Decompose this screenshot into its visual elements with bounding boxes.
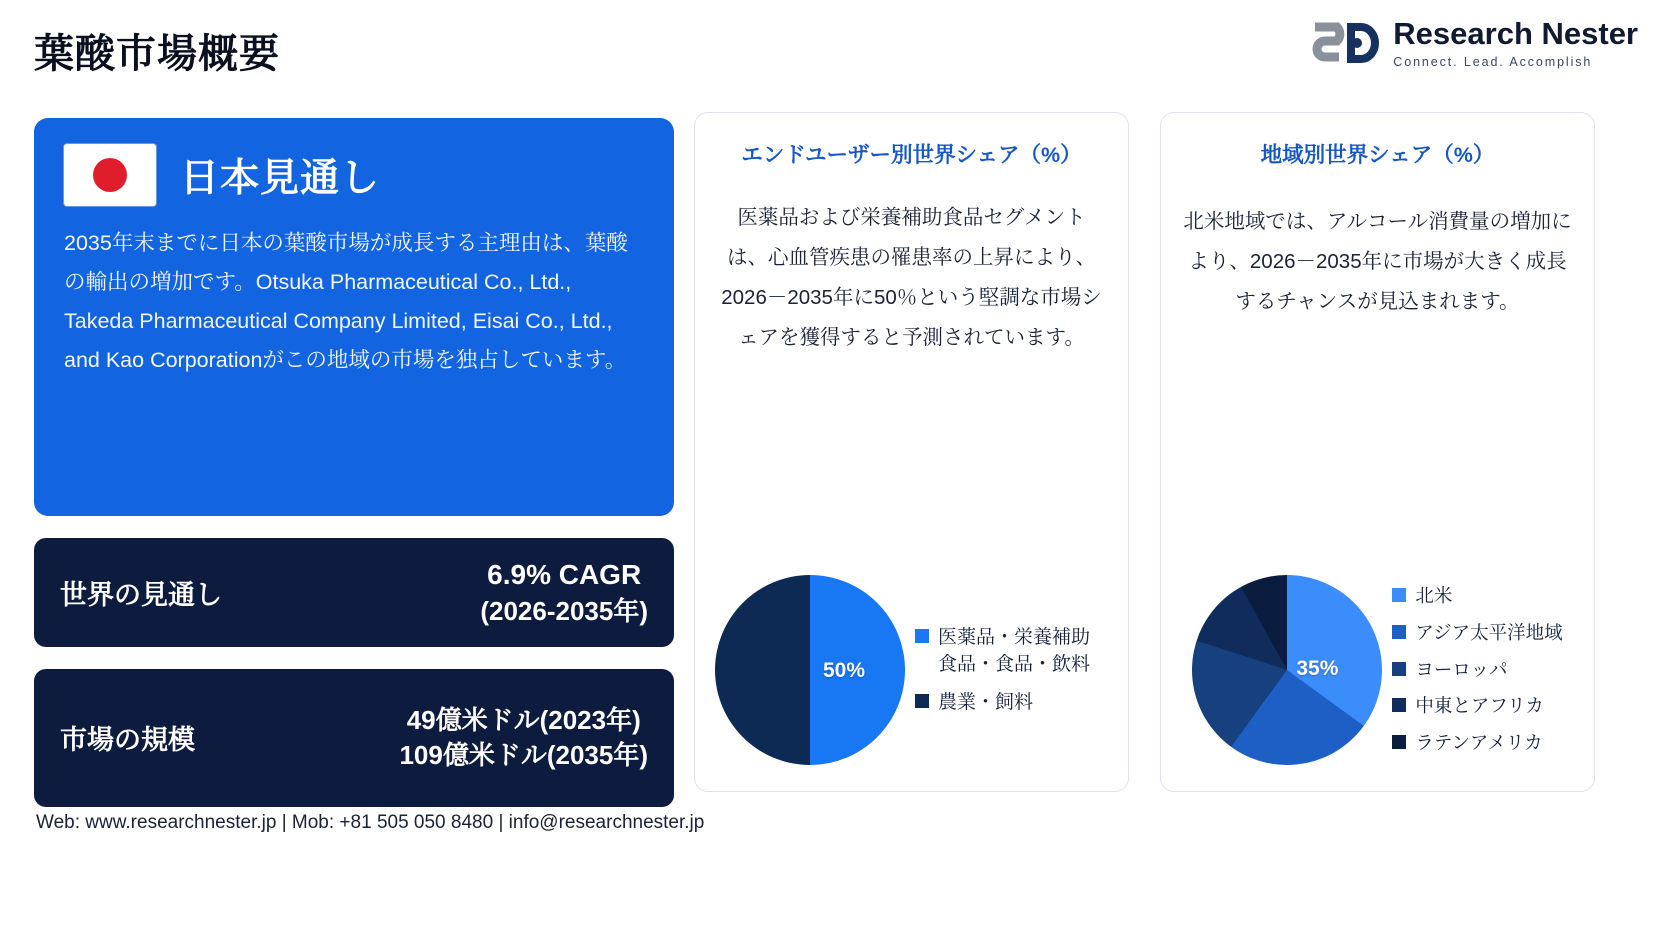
legend-item xyxy=(1392,693,1562,720)
legend-label: ラテンアメリカ xyxy=(1415,732,1543,754)
japan-outlook-card xyxy=(34,118,674,516)
legend-item xyxy=(1392,583,1562,610)
regional-share-title: 地域別世界シェア（%） xyxy=(1260,143,1495,167)
logo-tagline: Connect. Lead. Accomplish xyxy=(1393,54,1593,69)
regional-pie-label-35: 35% xyxy=(1296,657,1339,680)
legend-label: 中東とアフリカ xyxy=(1415,695,1544,717)
global-outlook-label: 世界の見通し xyxy=(60,579,222,610)
left-column xyxy=(34,118,674,807)
regional-pie xyxy=(1192,575,1382,765)
legend-label: アジア太平洋地域 xyxy=(1415,621,1563,643)
legend-item xyxy=(1392,620,1562,647)
legend-swatch-icon xyxy=(1392,698,1406,712)
global-outlook-card xyxy=(34,538,674,647)
end-user-legend xyxy=(915,624,1108,717)
market-size-label: 市場の規模 xyxy=(60,725,195,756)
global-outlook-period: (2026-2035年) xyxy=(480,595,648,626)
market-size-base-year: 49億米ドル(2023年) xyxy=(406,704,641,735)
regional-legend xyxy=(1392,583,1562,757)
japan-card-body: 2035年末までに日本の葉酸市場が成長する主理由は、葉酸の輸出の増加です。Otsuka Pharmaceutical Co., Ltd., Takeda Pharmaceutical Company Limited, Eisai Co., Ltd., and Kao Corporationがこの地域の市場を独占しています。 xyxy=(64,231,628,373)
end-user-pie xyxy=(715,575,905,765)
market-size-values xyxy=(399,703,648,773)
legend-label: 農業・飼料 xyxy=(938,691,1034,713)
legend-item xyxy=(915,689,1108,717)
japan-card-title: 日本見通し xyxy=(180,157,381,200)
end-user-pie-graphic xyxy=(715,575,905,765)
end-user-pie-label-50: 50% xyxy=(823,659,866,682)
market-size-card xyxy=(34,669,674,807)
global-outlook-values xyxy=(480,556,648,629)
regional-pie-graphic xyxy=(1192,575,1382,765)
regional-share-chart xyxy=(1161,575,1594,765)
regional-share-description: 北米地域では、アルコール消費量の増加により、2026－2035年に市場が大きく成長するチャンスが見込まれます。 xyxy=(1183,210,1572,314)
footer-contact: Web: www.researchnester.jp | Mob: +81 505 050 8480 | info@researchnester.jp xyxy=(36,812,705,833)
end-user-share-panel xyxy=(694,112,1129,792)
brand-logo xyxy=(1307,18,1638,69)
global-outlook-cagr: 6.9% CAGR xyxy=(487,559,642,590)
legend-swatch-icon xyxy=(1392,735,1406,749)
legend-label: 北米 xyxy=(1415,584,1453,606)
legend-item xyxy=(915,624,1108,679)
legend-swatch-icon xyxy=(1392,588,1406,602)
legend-item xyxy=(1392,730,1562,757)
end-user-share-chart xyxy=(695,575,1128,765)
regional-share-panel xyxy=(1160,112,1595,792)
legend-item xyxy=(1392,657,1562,684)
japan-flag-icon xyxy=(64,144,156,206)
legend-swatch-icon xyxy=(915,694,929,708)
legend-label: ヨーロッパ xyxy=(1415,658,1508,680)
legend-label: 医薬品・栄養補助食品・食品・飲料 xyxy=(938,626,1091,676)
legend-swatch-icon xyxy=(915,629,929,643)
legend-swatch-icon xyxy=(1392,662,1406,676)
market-size-forecast-year: 109億米ドル(2035年) xyxy=(399,739,648,770)
logo-text: Research Nester xyxy=(1393,16,1638,51)
end-user-share-description: 医薬品および栄養補助食品セグメントは、心血管疾患の罹患率の上昇により、2026－2035年に50％という堅調な市場シェアを獲得すると予測されています。 xyxy=(721,206,1102,350)
legend-swatch-icon xyxy=(1392,625,1406,639)
research-nester-logo-icon xyxy=(1307,19,1379,67)
japan-card-header xyxy=(64,144,644,206)
end-user-share-title: エンドユーザー別世界シェア（%） xyxy=(741,143,1082,167)
page-title: 葉酸市場概要 xyxy=(34,32,280,76)
